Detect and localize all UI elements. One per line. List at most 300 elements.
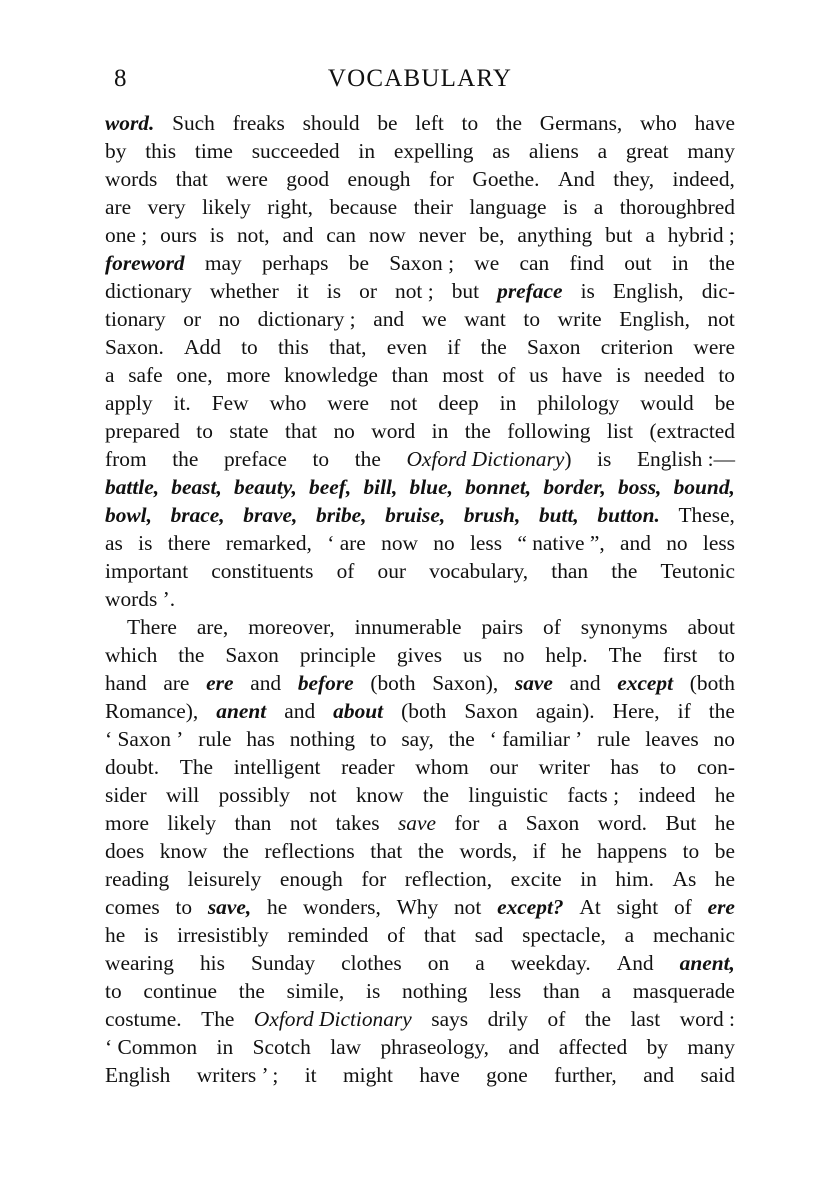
italic-word: Oxford Dictionary xyxy=(406,447,565,471)
word: very xyxy=(147,195,186,219)
word: English, xyxy=(612,279,684,303)
text-line xyxy=(105,165,735,193)
word: were xyxy=(327,391,369,415)
word: dictionary ; xyxy=(257,307,356,331)
word: Saxon xyxy=(527,335,581,359)
word: in xyxy=(580,867,597,891)
word: Romance), xyxy=(105,699,199,723)
word: who xyxy=(640,111,677,135)
word: The xyxy=(608,643,642,667)
word: pairs xyxy=(481,615,524,639)
text-line xyxy=(105,725,735,753)
word: ‘ are xyxy=(327,531,366,555)
word: no xyxy=(666,531,688,555)
word: to xyxy=(312,447,330,471)
word: because xyxy=(329,195,398,219)
word: philology xyxy=(537,391,620,415)
word: a xyxy=(475,951,485,975)
word: Such xyxy=(172,111,215,135)
word: enough xyxy=(279,867,343,891)
word: in xyxy=(358,139,376,163)
word: no xyxy=(218,307,240,331)
word: safe xyxy=(128,363,163,387)
word: we xyxy=(474,251,500,275)
word: English :— xyxy=(636,447,735,471)
word: freaks xyxy=(232,111,285,135)
word: words ’. xyxy=(105,587,176,611)
word: comes xyxy=(105,895,160,919)
word: to xyxy=(196,419,213,443)
word: will xyxy=(165,783,200,807)
word: said xyxy=(700,1063,735,1087)
word: want xyxy=(464,307,506,331)
italic-word: foreword xyxy=(105,251,185,275)
word: says xyxy=(431,1007,469,1031)
word: Teutonic xyxy=(660,559,735,583)
text-line xyxy=(105,501,735,529)
word: for xyxy=(454,811,480,835)
page-number: 8 xyxy=(114,65,127,92)
word: sad xyxy=(474,923,504,947)
word: would xyxy=(640,391,694,415)
word: no xyxy=(433,531,455,555)
word: innumerable xyxy=(354,615,462,639)
word: should xyxy=(302,111,360,135)
text-line xyxy=(105,697,735,725)
word: perhaps xyxy=(261,251,329,275)
word: is xyxy=(597,447,612,471)
italic-word: before xyxy=(297,671,354,695)
text-line xyxy=(105,893,735,921)
word: one ; xyxy=(105,223,148,247)
word: important xyxy=(105,559,189,583)
text-line xyxy=(105,613,735,641)
word: help. xyxy=(545,643,588,667)
word: the xyxy=(178,643,205,667)
word: great xyxy=(625,139,669,163)
word: he xyxy=(561,839,582,863)
text-line xyxy=(105,305,735,333)
word: of xyxy=(543,615,561,639)
word: language xyxy=(469,195,547,219)
italic-word: brave, xyxy=(243,503,298,527)
italic-word: battle, xyxy=(105,475,160,499)
word: in xyxy=(671,251,689,275)
word: reminded xyxy=(287,923,369,947)
word: and xyxy=(569,671,601,695)
body-text xyxy=(105,109,735,1089)
word: anything xyxy=(517,223,593,247)
italic-word: beef, xyxy=(309,475,352,499)
word: masquerade xyxy=(632,979,735,1003)
word: doubt. xyxy=(105,755,160,779)
word: leisurely xyxy=(187,867,262,891)
word: irresistibly xyxy=(177,923,269,947)
text-line xyxy=(105,921,735,949)
word: ‘ familiar ’ xyxy=(489,727,583,751)
word: more xyxy=(226,363,271,387)
word: be xyxy=(714,391,735,415)
word: law xyxy=(330,1035,362,1059)
text-line xyxy=(105,585,735,613)
word: apply xyxy=(105,391,153,415)
word: this xyxy=(277,335,309,359)
word: that xyxy=(175,167,208,191)
word: not xyxy=(707,307,735,331)
word: were xyxy=(226,167,268,191)
italic-word: except xyxy=(617,671,674,695)
word: a xyxy=(497,811,508,835)
word: reader xyxy=(341,755,395,779)
word: needed xyxy=(644,363,705,387)
word: (both xyxy=(689,671,735,695)
word: simile, xyxy=(286,979,345,1003)
word: but xyxy=(605,223,633,247)
word: are xyxy=(163,671,190,695)
word: to xyxy=(718,363,735,387)
text-line xyxy=(105,557,735,585)
word: is xyxy=(366,979,381,1003)
word: English xyxy=(105,1063,171,1087)
word: words, xyxy=(459,839,518,863)
italic-word: preface xyxy=(497,279,563,303)
word: drily xyxy=(487,1007,528,1031)
word: hybrid ; xyxy=(667,223,735,247)
word: is xyxy=(209,223,225,247)
text-line xyxy=(105,333,735,361)
running-head: VOCABULARY xyxy=(327,65,513,92)
word: is xyxy=(326,279,342,303)
word: reading xyxy=(105,867,170,891)
italic-word: beast, xyxy=(171,475,222,499)
word: which xyxy=(105,643,158,667)
word: a xyxy=(597,139,608,163)
word: have xyxy=(561,363,603,387)
word: and xyxy=(282,223,314,247)
word: is xyxy=(138,531,153,555)
word: and xyxy=(620,531,651,555)
word: less xyxy=(469,531,503,555)
word: than xyxy=(542,979,580,1003)
word: There xyxy=(127,615,177,639)
word: the xyxy=(611,559,638,583)
word: not xyxy=(453,895,482,919)
word: no xyxy=(333,419,355,443)
word: good xyxy=(286,167,330,191)
word: that xyxy=(284,419,318,443)
word: continue xyxy=(143,979,218,1003)
italic-word: save, xyxy=(207,895,252,919)
word: it. xyxy=(173,391,191,415)
word: the xyxy=(422,783,450,807)
word: as xyxy=(492,139,511,163)
text-line xyxy=(105,389,735,417)
word: gone xyxy=(486,1063,528,1087)
word: intelligent xyxy=(233,755,321,779)
word: he xyxy=(714,811,735,835)
word: These, xyxy=(678,503,735,527)
text-line xyxy=(105,977,735,1005)
word: synonyms xyxy=(580,615,668,639)
text-line xyxy=(105,781,735,809)
word: happens xyxy=(596,839,668,863)
word: be, xyxy=(478,223,505,247)
word: that, xyxy=(329,335,367,359)
italic-word: bonnet, xyxy=(465,475,532,499)
word: of xyxy=(673,895,692,919)
word: con- xyxy=(696,755,735,779)
italic-word: boss, xyxy=(618,475,662,499)
word: Saxon xyxy=(464,699,518,723)
word: phraseology, xyxy=(380,1035,489,1059)
italic-word: save xyxy=(397,811,436,835)
word: as xyxy=(105,531,123,555)
text-line xyxy=(105,865,735,893)
italic-word: beauty, xyxy=(234,475,297,499)
word: it xyxy=(304,1063,317,1087)
word: further, xyxy=(554,1063,617,1087)
word: left xyxy=(415,111,444,135)
word: for xyxy=(361,867,387,891)
word: can xyxy=(326,223,356,247)
word: But xyxy=(665,811,697,835)
italic-word: ere xyxy=(206,671,234,695)
word: a xyxy=(105,363,115,387)
word: be xyxy=(377,111,398,135)
word: Saxon xyxy=(525,811,580,835)
word: he xyxy=(714,867,735,891)
word: not xyxy=(389,391,418,415)
italic-word: except? xyxy=(497,895,564,919)
word: in xyxy=(431,419,449,443)
word: the xyxy=(238,979,265,1003)
word: Sunday xyxy=(250,951,316,975)
word: leaves xyxy=(645,727,699,751)
word: constituents xyxy=(211,559,314,583)
word: wonders, xyxy=(302,895,381,919)
word: dictionary xyxy=(105,279,192,303)
word: likely xyxy=(202,195,251,219)
word: last xyxy=(630,1007,661,1031)
word: from xyxy=(105,447,147,471)
word: is xyxy=(563,195,578,219)
word: does xyxy=(105,839,145,863)
word: whether xyxy=(209,279,279,303)
text-line xyxy=(105,249,735,277)
word: Goethe. xyxy=(472,167,540,191)
text-line xyxy=(105,1033,735,1061)
word: enough xyxy=(347,167,411,191)
word: the xyxy=(448,727,475,751)
word: aliens xyxy=(528,139,579,163)
word: is xyxy=(144,923,159,947)
word: linguistic xyxy=(468,783,549,807)
word: less xyxy=(489,979,522,1003)
word: Add xyxy=(184,335,221,359)
word: but xyxy=(451,279,480,303)
word: by xyxy=(646,1035,668,1059)
word: us xyxy=(463,643,483,667)
word: ) xyxy=(564,447,572,471)
word: if xyxy=(447,335,461,359)
word: even xyxy=(386,335,428,359)
word: and xyxy=(508,1035,540,1059)
text-line xyxy=(105,137,735,165)
word: he xyxy=(267,895,288,919)
word: to xyxy=(461,111,479,135)
word: “ native ”, xyxy=(517,531,605,555)
word: likely xyxy=(167,811,217,835)
word: it xyxy=(296,279,309,303)
word: our xyxy=(489,755,518,779)
text-line xyxy=(105,473,735,501)
word: prepared xyxy=(105,419,180,443)
word: rule xyxy=(198,727,232,751)
word: to xyxy=(718,643,735,667)
word: not xyxy=(289,811,318,835)
word: state xyxy=(229,419,269,443)
word: by xyxy=(105,139,127,163)
word: the xyxy=(172,447,199,471)
word: hand xyxy=(105,671,147,695)
word: one, xyxy=(176,363,213,387)
word: the xyxy=(708,251,735,275)
word: rule xyxy=(597,727,631,751)
word: affected xyxy=(558,1035,628,1059)
word: (both xyxy=(370,671,416,695)
word: he xyxy=(105,923,126,947)
italic-word: border, xyxy=(543,475,606,499)
word: Saxon. xyxy=(105,335,164,359)
word: words xyxy=(105,167,158,191)
word: to xyxy=(105,979,122,1003)
word: writers ’ ; xyxy=(196,1063,279,1087)
word: of xyxy=(387,923,405,947)
word: and xyxy=(250,671,282,695)
word: is xyxy=(580,279,595,303)
word: of xyxy=(497,363,516,387)
word: can xyxy=(519,251,550,275)
word: preface xyxy=(223,447,287,471)
word: reflections xyxy=(264,839,355,863)
word: clothes xyxy=(341,951,402,975)
word: dic- xyxy=(701,279,735,303)
italic-word: button. xyxy=(597,503,660,527)
word: indeed xyxy=(638,783,696,807)
word: Scotch xyxy=(252,1035,311,1059)
word: again). xyxy=(535,699,595,723)
word: word xyxy=(371,419,416,443)
word: As xyxy=(672,867,697,891)
italic-word: anent xyxy=(216,699,267,723)
text-line xyxy=(105,641,735,669)
word: ours xyxy=(160,223,197,247)
word: not ; xyxy=(395,279,434,303)
word: the xyxy=(708,699,735,723)
word: if xyxy=(532,839,546,863)
italic-word: save xyxy=(514,671,553,695)
italic-word: butt, xyxy=(538,503,579,527)
word: to xyxy=(523,307,541,331)
word: in xyxy=(216,1035,234,1059)
word: ‘ Common xyxy=(105,1035,198,1059)
word: than xyxy=(234,811,272,835)
word: Saxon), xyxy=(432,671,499,695)
word: to xyxy=(369,727,387,751)
word: first xyxy=(662,643,698,667)
word: that xyxy=(370,839,403,863)
text-line xyxy=(105,221,735,249)
word: know xyxy=(355,783,404,807)
word: Here, xyxy=(612,699,660,723)
word: ‘ Saxon ’ xyxy=(105,727,184,751)
word: not xyxy=(309,783,337,807)
word: to xyxy=(682,839,700,863)
word: tionary xyxy=(105,307,166,331)
word: he xyxy=(714,783,735,807)
word: facts ; xyxy=(567,783,620,807)
word: Saxon ; xyxy=(389,251,455,275)
word: the xyxy=(417,839,444,863)
word: And xyxy=(616,951,654,975)
word: indeed, xyxy=(672,167,735,191)
word: now xyxy=(368,223,406,247)
word: for xyxy=(428,167,454,191)
word: list xyxy=(606,419,634,443)
word: Few xyxy=(211,391,249,415)
word: Saxon xyxy=(225,643,279,667)
word: us xyxy=(529,363,549,387)
word: and xyxy=(373,307,405,331)
word: wearing xyxy=(105,951,174,975)
word: weekday. xyxy=(510,951,591,975)
word: vocabulary, xyxy=(429,559,529,583)
word: there xyxy=(167,531,211,555)
word: has xyxy=(610,755,639,779)
word: right, xyxy=(267,195,314,219)
word: that xyxy=(423,923,456,947)
word: spectacle, xyxy=(522,923,606,947)
text-line xyxy=(105,809,735,837)
word: takes xyxy=(335,811,380,835)
word: and xyxy=(643,1063,675,1087)
word: might xyxy=(343,1063,393,1087)
word: succeeded xyxy=(251,139,340,163)
italic-word: anent, xyxy=(679,951,735,975)
word: and xyxy=(284,699,316,723)
word: a xyxy=(645,223,655,247)
word: possibly xyxy=(218,783,290,807)
italic-word: word. xyxy=(105,111,155,135)
text-line xyxy=(105,277,735,305)
word: whom xyxy=(415,755,469,779)
word: about xyxy=(687,615,735,639)
word: if xyxy=(677,699,691,723)
word: or xyxy=(359,279,377,303)
word: are xyxy=(105,195,132,219)
word: are, xyxy=(196,615,229,639)
italic-word: bruise, xyxy=(385,503,446,527)
word: than xyxy=(391,363,429,387)
word: (extracted xyxy=(649,419,735,443)
word: The xyxy=(201,1007,235,1031)
word: of xyxy=(336,559,355,583)
word: gives xyxy=(396,643,443,667)
word: our xyxy=(377,559,407,583)
word: say, xyxy=(401,727,434,751)
word: nothing xyxy=(402,979,468,1003)
word: of xyxy=(547,1007,566,1031)
